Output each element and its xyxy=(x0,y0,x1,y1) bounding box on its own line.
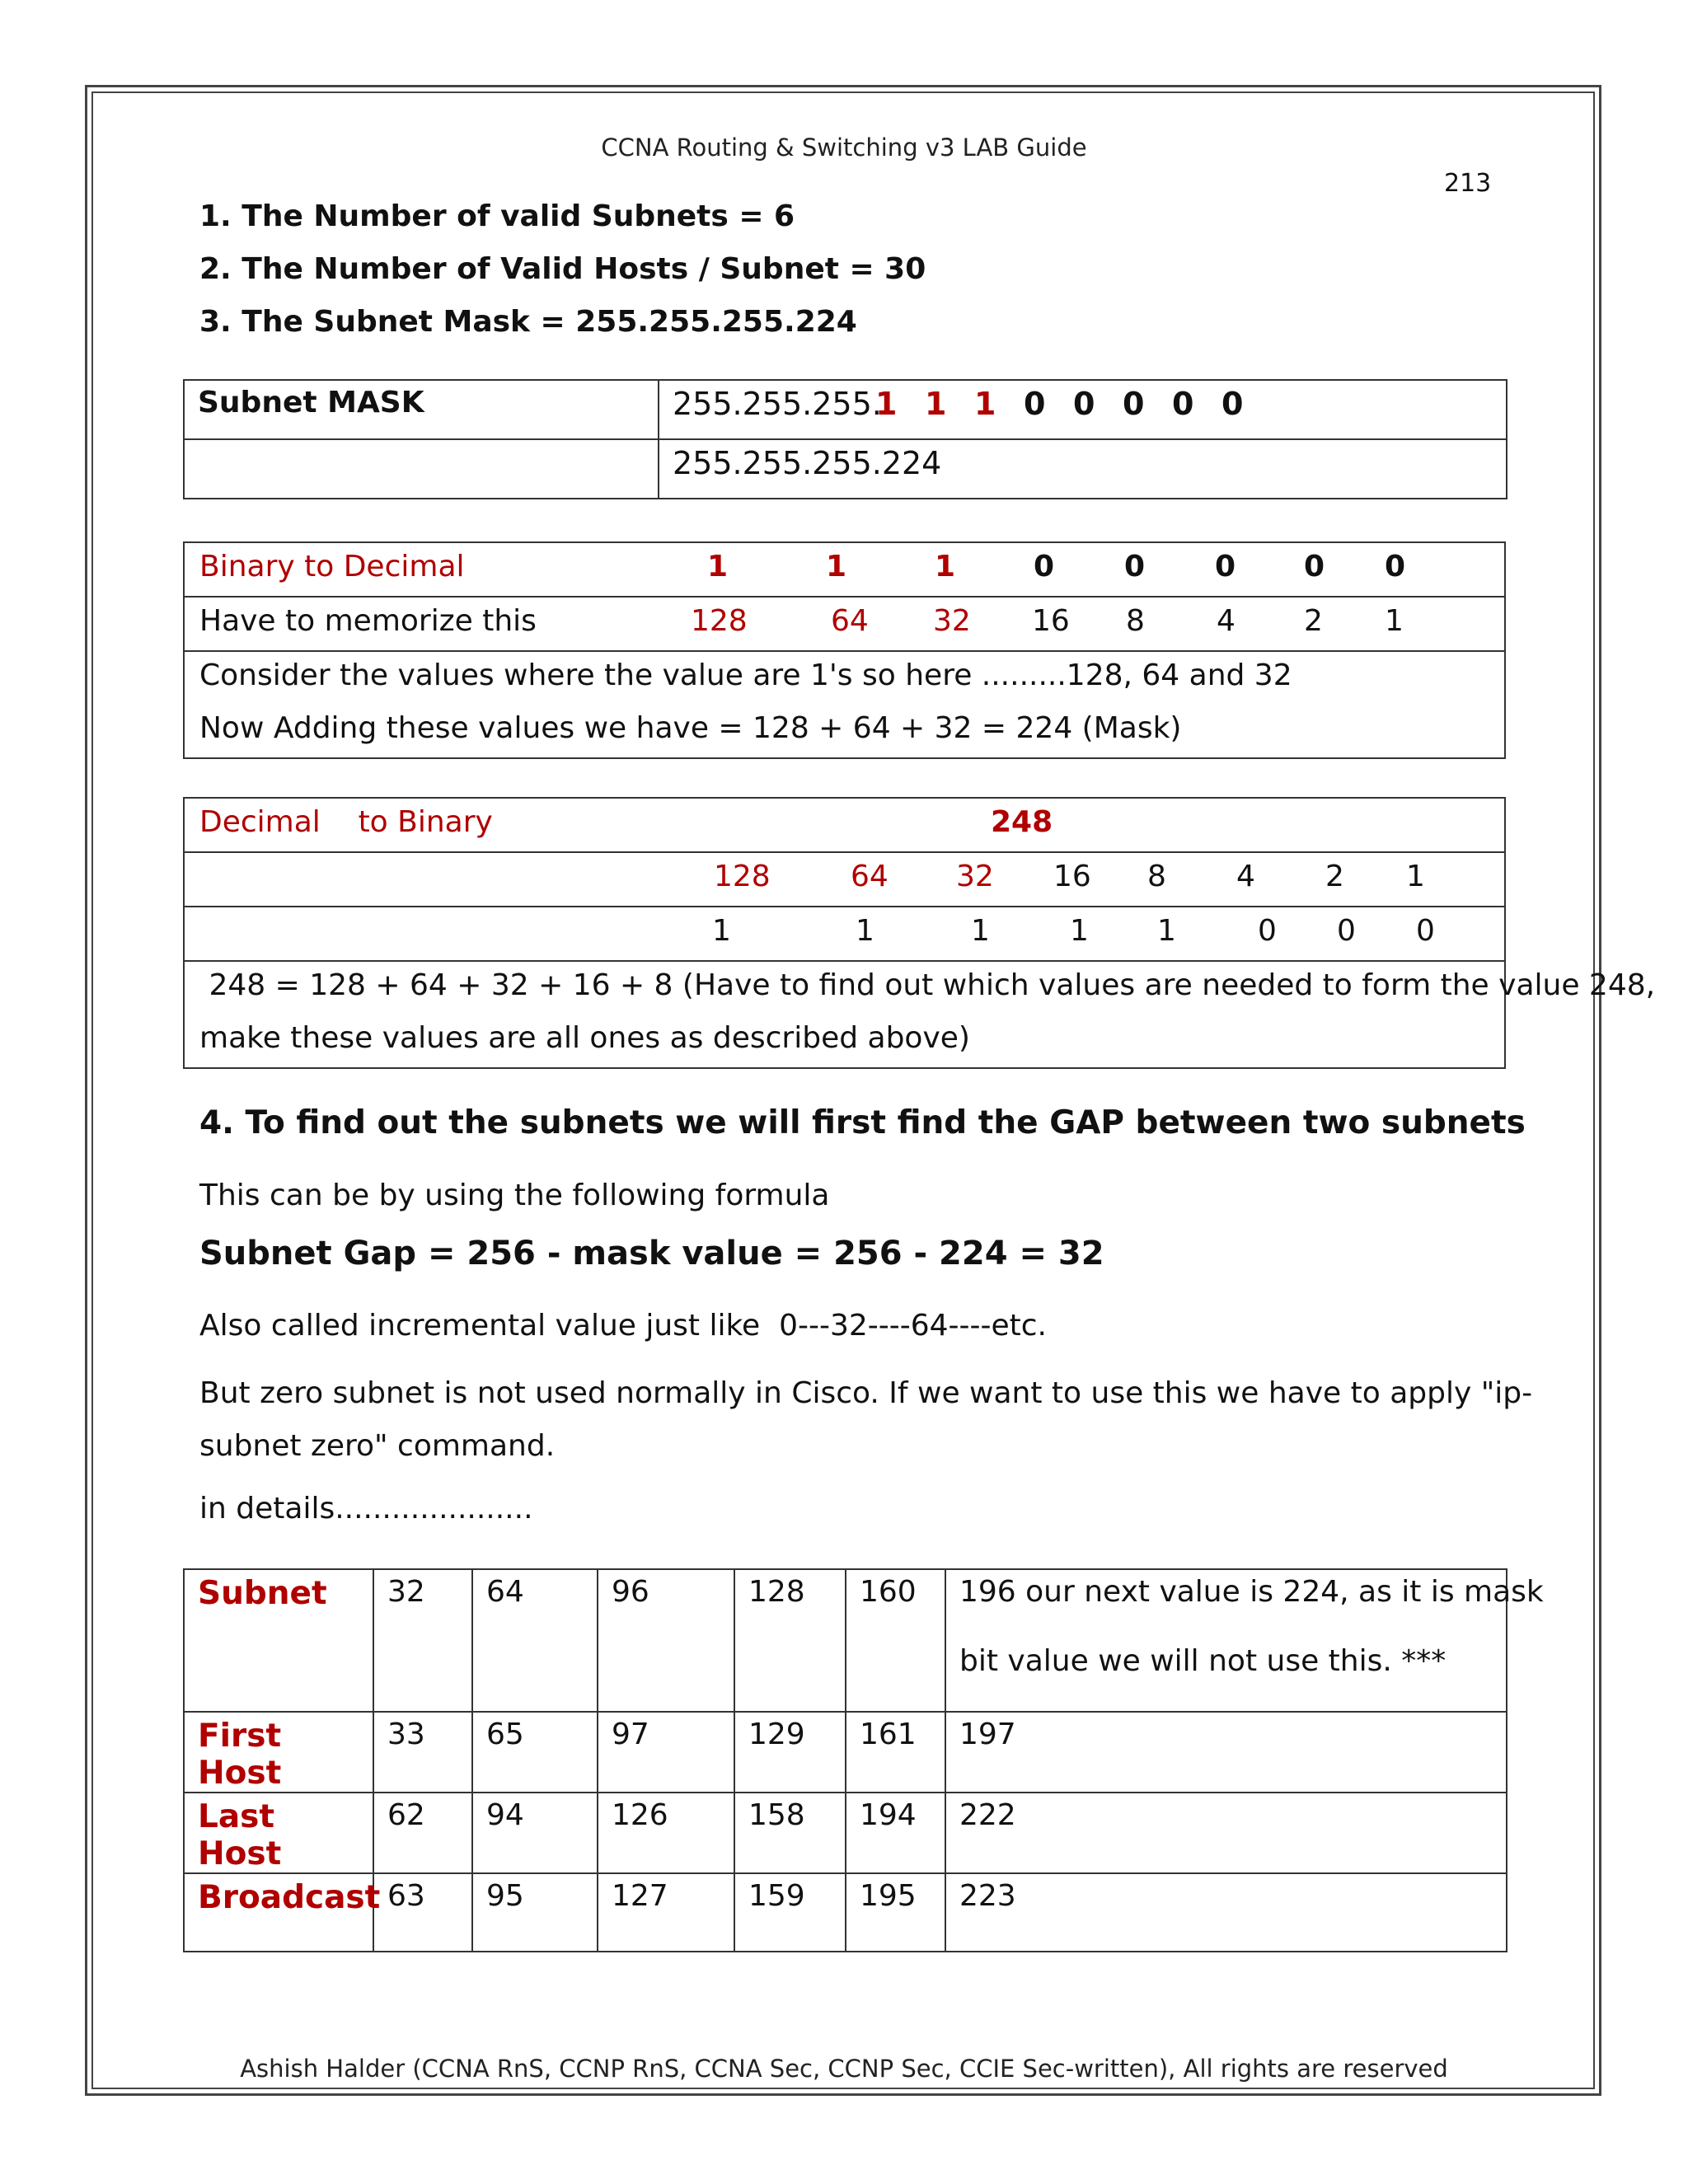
summary-line-hosts: 2. The Number of Valid Hosts / Subnet = 30 xyxy=(199,252,926,286)
subnet-cell: 160 xyxy=(846,1569,945,1712)
summary-line-mask: 3. The Subnet Mask = 255.255.255.224 xyxy=(199,305,857,339)
first-host-row-label: First Host xyxy=(184,1712,373,1793)
first-host-cell: 161 xyxy=(846,1712,945,1793)
last-host-cell: 222 xyxy=(945,1793,1507,1873)
broadcast-row-label: Broadcast xyxy=(184,1873,373,1952)
mask-bit: 1 xyxy=(974,386,996,422)
mask-bit: 0 xyxy=(1024,386,1046,422)
mask-bit: 0 xyxy=(1123,386,1145,422)
b2d-weight: 64 xyxy=(831,604,869,638)
d2b-bit: 1 xyxy=(856,914,874,948)
zero-subnet-text-1: But zero subnet is not used normally in Cisco. If we want to use this we have to apply "ip- xyxy=(199,1376,1533,1410)
first-host-cell: 197 xyxy=(945,1712,1507,1793)
d2b-weight: 2 xyxy=(1325,860,1344,893)
b2d-bit: 0 xyxy=(1304,550,1325,583)
last-host-cell: 158 xyxy=(734,1793,846,1873)
subnet-table xyxy=(183,1568,1544,1952)
b2d-weight: 1 xyxy=(1385,604,1404,638)
d2b-bit: 1 xyxy=(971,914,990,948)
subnet-cell: 96 xyxy=(598,1569,734,1712)
broadcast-cell: 195 xyxy=(846,1873,945,1952)
d2b-weight: 4 xyxy=(1236,860,1255,893)
subnet-note-cell xyxy=(945,1569,1544,1712)
last-host-cell: 62 xyxy=(373,1793,472,1873)
b2d-weight: 32 xyxy=(933,604,971,638)
decimal-to-binary-table xyxy=(183,797,1656,1069)
mask-decimal: 255.255.255.224 xyxy=(659,439,1507,499)
page-number: 213 xyxy=(1444,169,1492,198)
d2b-weight: 1 xyxy=(1406,860,1425,893)
mask-empty-cell xyxy=(184,439,659,499)
b2d-note-1: Consider the values where the value are 1's so here .........128, 64 and 32 xyxy=(199,658,1292,692)
mask-binary-cell xyxy=(659,380,1507,439)
b2d-weight: 2 xyxy=(1304,604,1323,638)
d2b-weight: 16 xyxy=(1053,860,1091,893)
b2d-bit: 1 xyxy=(826,550,847,583)
b2d-weight: 4 xyxy=(1217,604,1236,638)
mask-label: Subnet MASK xyxy=(184,380,659,439)
d2b-note-2: make these values are all ones as described above) xyxy=(199,1021,970,1055)
broadcast-cell: 63 xyxy=(373,1873,472,1952)
last-host-row-label: Last Host xyxy=(184,1793,373,1873)
mask-bit: 0 xyxy=(1221,386,1244,422)
subnet-note-2: bit value we will not use this. *** xyxy=(959,1644,1447,1678)
details-text: in details..................... xyxy=(199,1492,533,1526)
first-host-cell: 65 xyxy=(472,1712,598,1793)
b2d-weight: 128 xyxy=(691,604,748,638)
b2d-bit: 0 xyxy=(1215,550,1236,583)
first-host-cell: 97 xyxy=(598,1712,734,1793)
last-host-cell: 126 xyxy=(598,1793,734,1873)
zero-subnet-text-2: subnet zero" command. xyxy=(199,1429,556,1463)
d2b-weight: 128 xyxy=(714,860,771,893)
subnet-cell: 128 xyxy=(734,1569,846,1712)
subnet-note-1: 196 our next value is 224, as it is mask xyxy=(959,1575,1544,1609)
subnet-cell: 32 xyxy=(373,1569,472,1712)
last-host-cell: 194 xyxy=(846,1793,945,1873)
d2b-weights-row xyxy=(184,852,1505,907)
d2b-weight: 8 xyxy=(1147,860,1166,893)
d2b-bit: 0 xyxy=(1337,914,1356,948)
broadcast-cell: 159 xyxy=(734,1873,846,1952)
subnet-mask-table xyxy=(183,379,1507,499)
mask-bit: 1 xyxy=(925,386,947,422)
d2b-bit: 0 xyxy=(1258,914,1277,948)
first-host-cell: 33 xyxy=(373,1712,472,1793)
d2b-bit: 0 xyxy=(1416,914,1435,948)
d2b-bits-row xyxy=(184,907,1505,961)
broadcast-cell: 127 xyxy=(598,1873,734,1952)
b2d-memo-label: Have to memorize this xyxy=(199,604,537,638)
mask-bit: 0 xyxy=(1172,386,1194,422)
b2d-bits-row xyxy=(184,542,1505,597)
binary-to-decimal-table xyxy=(183,541,1506,759)
d2b-value: 248 xyxy=(991,805,1053,839)
d2b-weight: 64 xyxy=(851,860,889,893)
d2b-bit: 1 xyxy=(712,914,731,948)
subnet-row-label: Subnet xyxy=(184,1569,373,1712)
page-footer: Ashish Halder (CCNA RnS, CCNP RnS, CCNA Sec, CCNP Sec, CCIE Sec-written), All rights are reserved xyxy=(240,2055,1448,2083)
subnet-cell: 64 xyxy=(472,1569,598,1712)
b2d-bit: 0 xyxy=(1034,550,1055,583)
d2b-bit: 1 xyxy=(1070,914,1089,948)
mask-bit: 1 xyxy=(875,386,898,422)
broadcast-cell: 223 xyxy=(945,1873,1507,1952)
b2d-weight: 8 xyxy=(1126,604,1145,638)
b2d-title: Binary to Decimal xyxy=(199,550,465,583)
summary-line-subnets: 1. The Number of valid Subnets = 6 xyxy=(199,199,795,233)
b2d-note-2: Now Adding these values we have = 128 + 64 + 32 = 224 (Mask) xyxy=(199,711,1182,745)
page-header: CCNA Routing & Switching v3 LAB Guide xyxy=(601,134,1087,162)
mask-prefix: 255.255.255. xyxy=(673,386,882,422)
d2b-note-1: 248 = 128 + 64 + 32 + 16 + 8 (Have to find out which values are needed to form the value 248, xyxy=(199,968,1656,1002)
d2b-bit: 1 xyxy=(1157,914,1176,948)
subnet-gap-formula: Subnet Gap = 256 - mask value = 256 - 224 = 32 xyxy=(199,1235,1104,1272)
d2b-title-row xyxy=(184,798,1505,852)
b2d-weight: 16 xyxy=(1032,604,1070,638)
b2d-bit: 1 xyxy=(707,550,729,583)
section-4-heading: 4. To find out the subnets we will first find the GAP between two subnets xyxy=(199,1104,1526,1141)
d2b-title: Decimal to Binary xyxy=(199,805,493,839)
b2d-bit: 0 xyxy=(1385,550,1406,583)
first-host-cell: 129 xyxy=(734,1712,846,1793)
b2d-bit: 0 xyxy=(1124,550,1146,583)
section-4-intro: This can be by using the following formula xyxy=(199,1179,830,1212)
d2b-notes-row xyxy=(184,961,1656,1068)
b2d-bit: 1 xyxy=(935,550,956,583)
incremental-value-text: Also called incremental value just like 0---32----64----etc. xyxy=(199,1309,1048,1343)
broadcast-cell: 95 xyxy=(472,1873,598,1952)
mask-bit: 0 xyxy=(1073,386,1095,422)
last-host-cell: 94 xyxy=(472,1793,598,1873)
b2d-weights-row xyxy=(184,597,1505,651)
b2d-notes-row xyxy=(184,651,1505,758)
d2b-weight: 32 xyxy=(956,860,994,893)
